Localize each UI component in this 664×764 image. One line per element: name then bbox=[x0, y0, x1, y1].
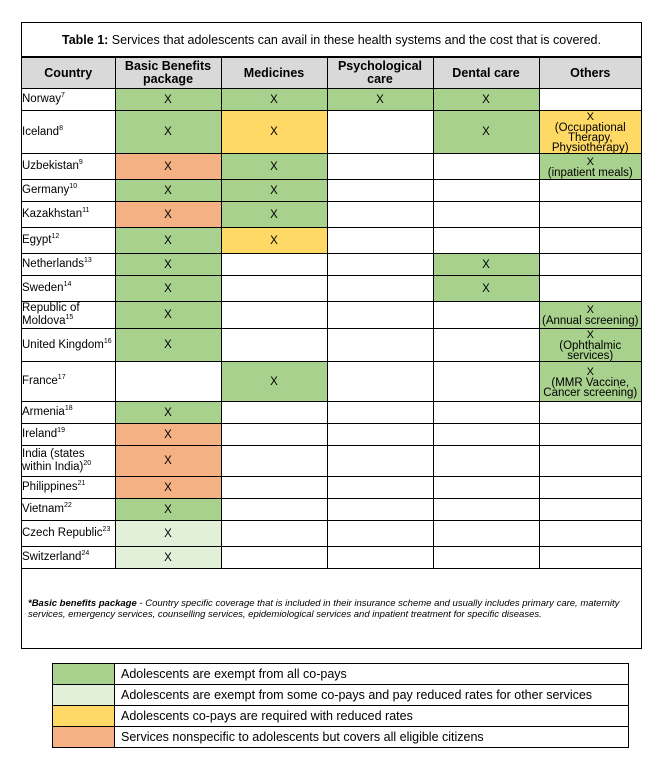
others-cell bbox=[539, 329, 641, 362]
medicines-cell: X bbox=[221, 362, 327, 402]
dental-cell bbox=[433, 446, 539, 477]
country-cell bbox=[22, 362, 115, 402]
country-footnote-ref: 17 bbox=[57, 374, 66, 382]
psychological-cell bbox=[327, 228, 433, 254]
country-cell bbox=[22, 111, 115, 154]
country-cell bbox=[22, 302, 115, 329]
table-row bbox=[22, 477, 641, 499]
others-cell bbox=[539, 302, 641, 329]
country-cell bbox=[22, 180, 115, 202]
table-row bbox=[22, 521, 641, 547]
table-row bbox=[22, 202, 641, 228]
country-cell bbox=[22, 228, 115, 254]
psychological-cell bbox=[327, 424, 433, 446]
country-cell bbox=[22, 154, 115, 180]
dental-cell bbox=[433, 402, 539, 424]
country-name: India (states within India) bbox=[22, 448, 85, 473]
dental-cell bbox=[433, 547, 539, 569]
others-cell bbox=[539, 202, 641, 228]
psychological-cell bbox=[327, 402, 433, 424]
others-mark: X bbox=[586, 329, 594, 341]
footnote bbox=[22, 589, 641, 620]
medicines-cell bbox=[221, 302, 327, 329]
legend-label: Adolescents are exempt from all co-pays bbox=[115, 664, 629, 685]
medicines-cell bbox=[221, 329, 327, 362]
country-name: Iceland bbox=[22, 125, 60, 138]
header-others: Others bbox=[539, 58, 641, 89]
table-row bbox=[22, 402, 641, 424]
others-cell bbox=[539, 276, 641, 302]
table-row bbox=[22, 499, 641, 521]
table-row bbox=[22, 302, 641, 329]
country-footnote-ref: 22 bbox=[63, 502, 72, 510]
country-cell bbox=[22, 499, 115, 521]
others-cell bbox=[539, 362, 641, 402]
medicines-cell bbox=[221, 254, 327, 276]
psychological-cell bbox=[327, 362, 433, 402]
country-footnote-ref: 7 bbox=[60, 92, 65, 100]
table-row bbox=[22, 547, 641, 569]
psychological-cell bbox=[327, 276, 433, 302]
others-note: (MMR Vaccine, Cancer screening) bbox=[543, 376, 638, 399]
legend-label: Services nonspecific to adolescents but covers all eligible citizens bbox=[115, 727, 629, 748]
country-name: Armenia bbox=[22, 406, 65, 418]
others-note: (inpatient meals) bbox=[547, 166, 633, 179]
country-footnote-ref: 19 bbox=[57, 427, 65, 435]
header-psychological: Psychological care bbox=[327, 58, 433, 89]
basic-benefits-cell: X bbox=[115, 228, 221, 254]
psychological-cell bbox=[327, 477, 433, 499]
country-footnote-ref: 16 bbox=[103, 337, 112, 345]
table-row bbox=[22, 424, 641, 446]
others-cell bbox=[539, 499, 641, 521]
others-mark: X bbox=[586, 365, 594, 378]
dental-cell bbox=[433, 228, 539, 254]
color-legend bbox=[52, 663, 629, 748]
others-cell bbox=[539, 154, 641, 180]
dental-cell bbox=[433, 329, 539, 362]
country-name: United Kingdom bbox=[22, 338, 104, 351]
country-cell bbox=[22, 276, 115, 302]
country-cell bbox=[22, 402, 115, 424]
basic-benefits-cell: X bbox=[115, 499, 221, 521]
table-frame bbox=[21, 22, 642, 649]
legend-row bbox=[53, 685, 629, 706]
footnote-text: - Country specific coverage that is included in their insurance scheme and usually includes primary care, maternity services, emergency services, counselling services, epidemiological services and inpatient treatment for specific diseases. bbox=[28, 598, 620, 620]
basic-benefits-cell: X bbox=[115, 254, 221, 276]
country-footnote-ref: 21 bbox=[77, 480, 86, 488]
legend-row bbox=[53, 706, 629, 727]
country-cell bbox=[22, 446, 115, 477]
dental-cell bbox=[433, 499, 539, 521]
footnote-label: *Basic benefits package bbox=[28, 598, 137, 609]
table-row bbox=[22, 89, 641, 111]
medicines-cell bbox=[221, 424, 327, 446]
basic-benefits-cell: X bbox=[115, 302, 221, 329]
header-basic-benefits: Basic Benefits package bbox=[115, 58, 221, 89]
others-cell bbox=[539, 402, 641, 424]
country-footnote-ref: 9 bbox=[78, 159, 83, 167]
country-name: Sweden bbox=[22, 282, 64, 294]
medicines-cell bbox=[221, 446, 327, 477]
psychological-cell bbox=[327, 446, 433, 477]
country-name: France bbox=[22, 375, 58, 387]
psychological-cell bbox=[327, 254, 433, 276]
others-cell bbox=[539, 547, 641, 569]
psychological-cell bbox=[327, 180, 433, 202]
others-mark: X bbox=[586, 155, 594, 168]
basic-benefits-cell: X bbox=[115, 521, 221, 547]
country-cell bbox=[22, 547, 115, 569]
legend-label: Adolescents co-pays are required with reduced rates bbox=[115, 706, 629, 727]
medicines-cell: X bbox=[221, 111, 327, 154]
header-medicines: Medicines bbox=[221, 58, 327, 89]
psychological-cell bbox=[327, 499, 433, 521]
dental-cell bbox=[433, 154, 539, 180]
country-name: Egypt bbox=[22, 234, 52, 246]
basic-benefits-cell: X bbox=[115, 89, 221, 111]
table-row bbox=[22, 254, 641, 276]
dental-cell: X bbox=[433, 111, 539, 154]
table-row bbox=[22, 154, 641, 180]
country-footnote-ref: 23 bbox=[102, 526, 111, 534]
legend-label: Adolescents are exempt from some co-pays and pay reduced rates for other services bbox=[115, 685, 629, 706]
country-cell bbox=[22, 89, 115, 111]
basic-benefits-cell: X bbox=[115, 329, 221, 362]
dental-cell: X bbox=[433, 89, 539, 111]
basic-benefits-cell: X bbox=[115, 154, 221, 180]
others-note: (Annual screening) bbox=[541, 315, 639, 327]
table-row bbox=[22, 180, 641, 202]
others-cell bbox=[539, 424, 641, 446]
medicines-cell bbox=[221, 402, 327, 424]
country-name: Kazakhstan bbox=[22, 208, 83, 220]
country-footnote-ref: 13 bbox=[84, 257, 92, 265]
country-footnote-ref: 11 bbox=[82, 207, 90, 215]
legend-row bbox=[53, 664, 629, 685]
medicines-cell: X bbox=[221, 228, 327, 254]
others-mark: X bbox=[586, 111, 594, 123]
country-cell bbox=[22, 329, 115, 362]
basic-benefits-cell: X bbox=[115, 180, 221, 202]
table-row bbox=[22, 228, 641, 254]
medicines-cell bbox=[221, 547, 327, 569]
country-footnote-ref: 18 bbox=[64, 405, 73, 413]
basic-benefits-cell: X bbox=[115, 402, 221, 424]
country-cell bbox=[22, 477, 115, 499]
psychological-cell bbox=[327, 547, 433, 569]
psychological-cell: X bbox=[327, 89, 433, 111]
country-cell bbox=[22, 254, 115, 276]
psychological-cell bbox=[327, 202, 433, 228]
others-cell bbox=[539, 111, 641, 154]
country-footnote-ref: 12 bbox=[51, 233, 60, 241]
basic-benefits-cell bbox=[115, 362, 221, 402]
others-cell bbox=[539, 180, 641, 202]
table-caption bbox=[22, 23, 641, 57]
dental-cell bbox=[433, 202, 539, 228]
dental-cell bbox=[433, 362, 539, 402]
others-note: (Occupational Therapy, Physiotherapy) bbox=[551, 122, 629, 154]
table-row bbox=[22, 329, 641, 362]
caption-text: Services that adolescents can avail in these health systems and the cost that is covered. bbox=[108, 33, 601, 47]
others-cell bbox=[539, 477, 641, 499]
table-row bbox=[22, 111, 641, 154]
dental-cell bbox=[433, 424, 539, 446]
legend-swatch bbox=[53, 727, 115, 748]
header-row bbox=[22, 58, 641, 89]
psychological-cell bbox=[327, 302, 433, 329]
legend-swatch bbox=[53, 706, 115, 727]
medicines-cell: X bbox=[221, 202, 327, 228]
medicines-cell: X bbox=[221, 154, 327, 180]
country-name: Czech Republic bbox=[22, 527, 103, 539]
table-row bbox=[22, 362, 641, 402]
basic-benefits-cell: X bbox=[115, 276, 221, 302]
basic-benefits-cell: X bbox=[115, 446, 221, 477]
country-footnote-ref: 14 bbox=[63, 281, 72, 289]
country-name: Ireland bbox=[22, 428, 58, 440]
psychological-cell bbox=[327, 521, 433, 547]
country-footnote-ref: 8 bbox=[59, 124, 63, 132]
others-note: (Ophthalmic services) bbox=[559, 340, 622, 362]
country-footnote-ref: 10 bbox=[69, 183, 78, 191]
country-name: Republic of Moldova bbox=[22, 302, 80, 327]
others-mark: X bbox=[586, 304, 594, 316]
medicines-cell bbox=[221, 276, 327, 302]
country-name: Philippines bbox=[22, 481, 78, 493]
others-cell bbox=[539, 446, 641, 477]
others-cell bbox=[539, 521, 641, 547]
others-cell bbox=[539, 254, 641, 276]
medicines-cell bbox=[221, 521, 327, 547]
psychological-cell bbox=[327, 329, 433, 362]
basic-benefits-cell: X bbox=[115, 111, 221, 154]
table-body bbox=[22, 89, 641, 569]
table-row bbox=[22, 446, 641, 477]
dental-cell bbox=[433, 302, 539, 329]
dental-cell: X bbox=[433, 254, 539, 276]
others-cell bbox=[539, 89, 641, 111]
psychological-cell bbox=[327, 111, 433, 154]
basic-benefits-cell: X bbox=[115, 547, 221, 569]
header-dental: Dental care bbox=[433, 58, 539, 89]
basic-benefits-cell: X bbox=[115, 477, 221, 499]
medicines-cell bbox=[221, 499, 327, 521]
dental-cell bbox=[433, 477, 539, 499]
country-cell bbox=[22, 424, 115, 446]
country-name: Norway bbox=[22, 93, 61, 105]
country-cell bbox=[22, 521, 115, 547]
country-name: Germany bbox=[22, 184, 70, 196]
country-name: Vietnam bbox=[22, 503, 64, 515]
legend-swatch bbox=[53, 664, 115, 685]
medicines-cell: X bbox=[221, 180, 327, 202]
country-name: Switzerland bbox=[22, 551, 82, 563]
country-name: Netherlands bbox=[22, 258, 85, 270]
others-cell bbox=[539, 228, 641, 254]
dental-cell bbox=[433, 521, 539, 547]
country-footnote-ref: 15 bbox=[65, 314, 74, 322]
basic-benefits-cell: X bbox=[115, 202, 221, 228]
legend-row bbox=[53, 727, 629, 748]
basic-benefits-cell: X bbox=[115, 424, 221, 446]
country-name: Uzbekistan bbox=[22, 160, 79, 172]
country-cell bbox=[22, 202, 115, 228]
header-country: Country bbox=[22, 58, 115, 89]
caption-label: Table 1: bbox=[62, 33, 109, 47]
table-row bbox=[22, 276, 641, 302]
dental-cell: X bbox=[433, 276, 539, 302]
country-footnote-ref: 24 bbox=[81, 550, 90, 558]
medicines-cell bbox=[221, 477, 327, 499]
psychological-cell bbox=[327, 154, 433, 180]
coverage-table bbox=[22, 57, 641, 569]
country-footnote-ref: 20 bbox=[83, 460, 92, 468]
medicines-cell: X bbox=[221, 89, 327, 111]
legend-swatch bbox=[53, 685, 115, 706]
dental-cell bbox=[433, 180, 539, 202]
